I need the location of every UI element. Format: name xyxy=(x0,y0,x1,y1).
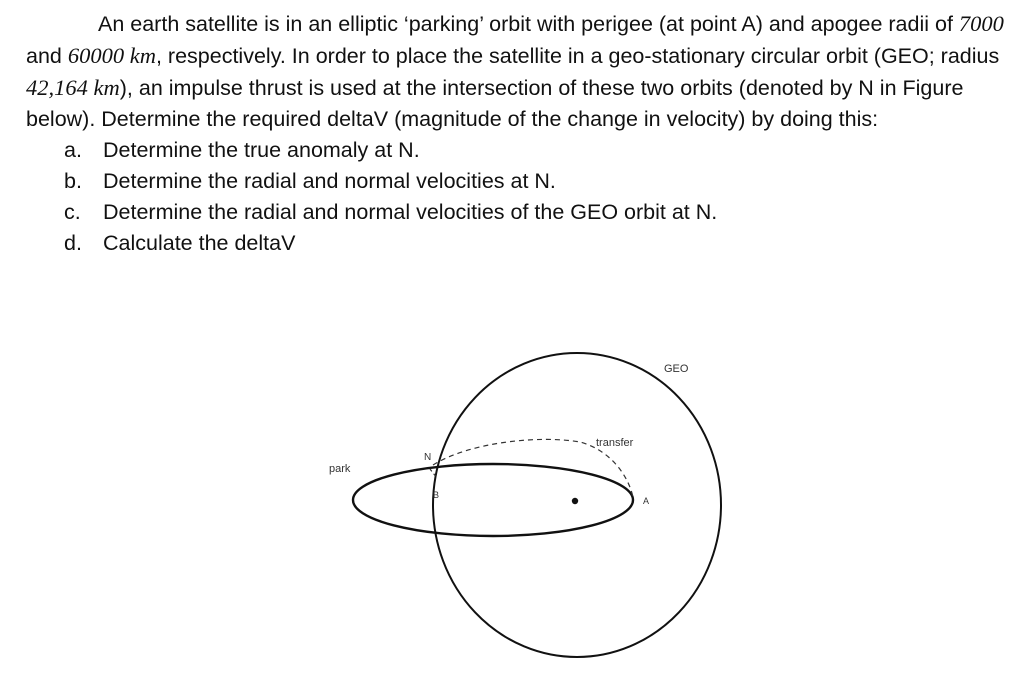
b-label: B xyxy=(433,490,440,500)
geo-radius: 42,164 km xyxy=(26,75,120,100)
park-label: park xyxy=(329,463,351,475)
part-letter: d. xyxy=(64,231,82,255)
n-label: N xyxy=(424,452,432,463)
part-letter: b. xyxy=(64,169,82,193)
problem-text-1: An earth satellite is in an elliptic ‘parking’ orbit with perigee (at point A) and apogee radii of xyxy=(98,12,959,36)
problem-text-4: ), an impulse thrust is used at the intersection of these two orbits (denoted by N in Figure below). Determine the required deltaV (magnitude of the change in velocity) by doing this: xyxy=(26,76,964,131)
perigee-radius: 7000 xyxy=(958,11,1004,36)
part-text: Determine the radial and normal velocities of the GEO orbit at N. xyxy=(103,200,718,224)
part-text: Determine the radial and normal velocities at N. xyxy=(103,169,556,193)
earth-focus-dot xyxy=(572,498,578,504)
problem-text-2: and xyxy=(26,44,68,68)
part-letter: c. xyxy=(64,200,81,224)
problem-text-3: , respectively. In order to place the satellite in a geo-stationary circular orbit (GEO; radius xyxy=(155,44,1000,68)
a-label: A xyxy=(643,496,650,506)
part-letter: a. xyxy=(64,138,82,162)
geo-label: GEO xyxy=(664,363,689,375)
transfer-label: transfer xyxy=(596,437,634,449)
part-text: Determine the true anomaly at N. xyxy=(103,138,420,162)
part-text: Calculate the deltaV xyxy=(103,231,296,255)
apogee-radius: 60000 km xyxy=(67,43,156,68)
geo-orbit-circle xyxy=(433,353,721,657)
parking-orbit-ellipse xyxy=(353,464,633,536)
